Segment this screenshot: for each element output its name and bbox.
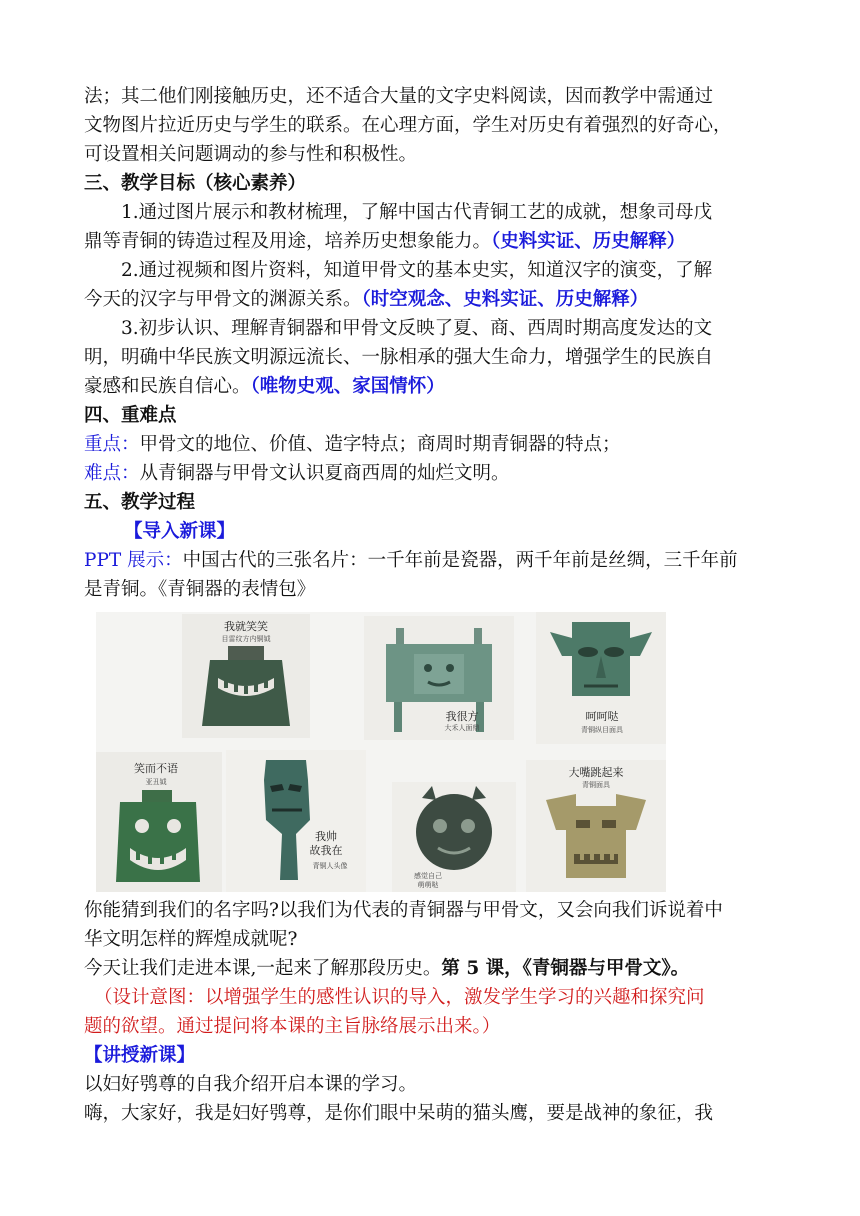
bronze-axe-image [182,614,310,738]
bronze-mask-image [536,612,666,744]
ppt-line: 是青铜。《青铜器的表情包》 [84,579,316,600]
design-intent-line: 题的欲望。通过提问将本课的主旨脉络展示出来。） [84,1016,501,1037]
caption-4: 笑而不语 [134,762,178,775]
ppt-label: PPT 展示： [84,550,183,571]
question-line: 你能猜到我们的名字吗?以我们为代表的青铜器与甲骨文，又会向我们诉说着中 [84,900,723,921]
section-heading-goals: 三、教学目标（核心素养） [84,173,307,194]
bronze-round-face-image [392,782,516,892]
ppt-line: PPT 展示：中国古代的三张名片：一千年前是瓷器，两千年前是丝绸，三千年前 [84,550,738,571]
caption-4-sub: 亚丑钺 [145,778,167,786]
intro-heading: 【导入新课】 [124,521,236,542]
teach-heading: 【讲授新课】 [84,1045,196,1066]
caption-3: 呵呵哒 [585,710,619,723]
goal-3-line: 明，明确中华民族文明源远流长、一脉相承的强大生命力，增强学生的民族自 [84,347,714,368]
bronze-emoji-gallery [96,612,666,892]
caption-6: 感觉自己 [414,872,442,880]
caption-3-sub: 青铜纵目面具 [581,726,623,734]
lesson-intro-line: 今天让我们走进本课,一起来了解那段历史。第 5 课，《青铜器与甲骨文》。 [84,958,690,979]
goal-3-line: 3.初步认识、理解青铜器和甲骨文反映了夏、商、西周时期高度发达的文 [121,318,713,339]
paragraph-line: 以妇好鸮尊的自我介绍开启本课的学习。 [84,1074,418,1095]
goal-2-tag: （时空观念、史料实证、历史解释） [361,289,649,310]
caption-1: 我就笑笑 [224,620,268,633]
goal-2-line: 2.通过视频和图片资料，知道甲骨文的基本史实，知道汉字的演变，了解 [121,260,713,281]
caption-5b: 故我在 [309,844,343,857]
goal-2-line: 今天的汉字与甲骨文的渊源关系。（时空观念、史料实证、历史解释） [84,289,649,310]
design-intent-line: （设计意图：以增强学生的感性认识的导入，激发学生学习的兴趣和探究问 [94,987,705,1008]
lesson-title: 第 5 课，《青铜器与甲骨文》。 [441,958,690,979]
document-page [84,82,784,1128]
goal-3-line: 豪感和民族自信心。（唯物史观、家国情怀） [84,376,445,397]
difficult-label: 难点： [84,463,140,484]
paragraph-line: 法；其二他们刚接触历史，还不适合大量的文字史料阅读，因而教学中需通过 [84,86,714,107]
caption-1-sub: 目雷纹方内铜钺 [221,635,271,643]
question-line: 华文明怎样的辉煌成就呢? [84,929,298,950]
bronze-yachou-axe-image [96,752,222,892]
difficult-point-line: 难点：从青铜器与甲骨文认识夏商西周的灿烂文明。 [84,463,510,484]
paragraph-line: 嗨，大家好，我是妇好鸮尊，是你们眼中呆萌的猫头鹰，要是战神的象征，我 [84,1103,714,1124]
bronze-ding-image [364,616,514,740]
key-point-line: 重点：甲骨文的地位、价值、造字特点；商周时期青铜器的特点； [84,434,621,455]
goal-1-line: 鼎等青铜的铸造过程及用途，培养历史想象能力。（史料实证、历史解释） [84,231,686,252]
caption-5-sub: 青铜人头像 [312,862,348,870]
paragraph-line: 文物图片拉近历史与学生的联系。在心理方面，学生对历史有着强烈的好奇心， [84,115,732,136]
goal-1-tag: （史料实证、历史解释） [491,231,686,252]
caption-2: 我很方 [445,710,479,723]
caption-6b: 萌萌哒 [417,881,439,889]
key-label: 重点： [84,434,140,455]
caption-5: 我帅 [315,830,337,843]
paragraph-line: 可设置相关问题调动的参与性和积极性。 [84,144,418,165]
caption-7-sub: 青铜面具 [582,781,610,789]
goal-3-tag: （唯物史观、家国情怀） [250,376,445,397]
caption-7: 大嘴跳起来 [568,766,624,779]
goal-1-line: 1.通过图片展示和教材梳理，了解中国古代青铜工艺的成就，想象司母戊 [121,202,713,223]
bronze-head-image [226,750,366,892]
section-heading-process: 五、教学过程 [84,492,196,513]
bronze-bigmouth-mask-image [526,760,666,892]
caption-2-sub: 大禾人面鼎 [444,724,480,732]
section-heading-keypoints: 四、重难点 [84,405,177,426]
